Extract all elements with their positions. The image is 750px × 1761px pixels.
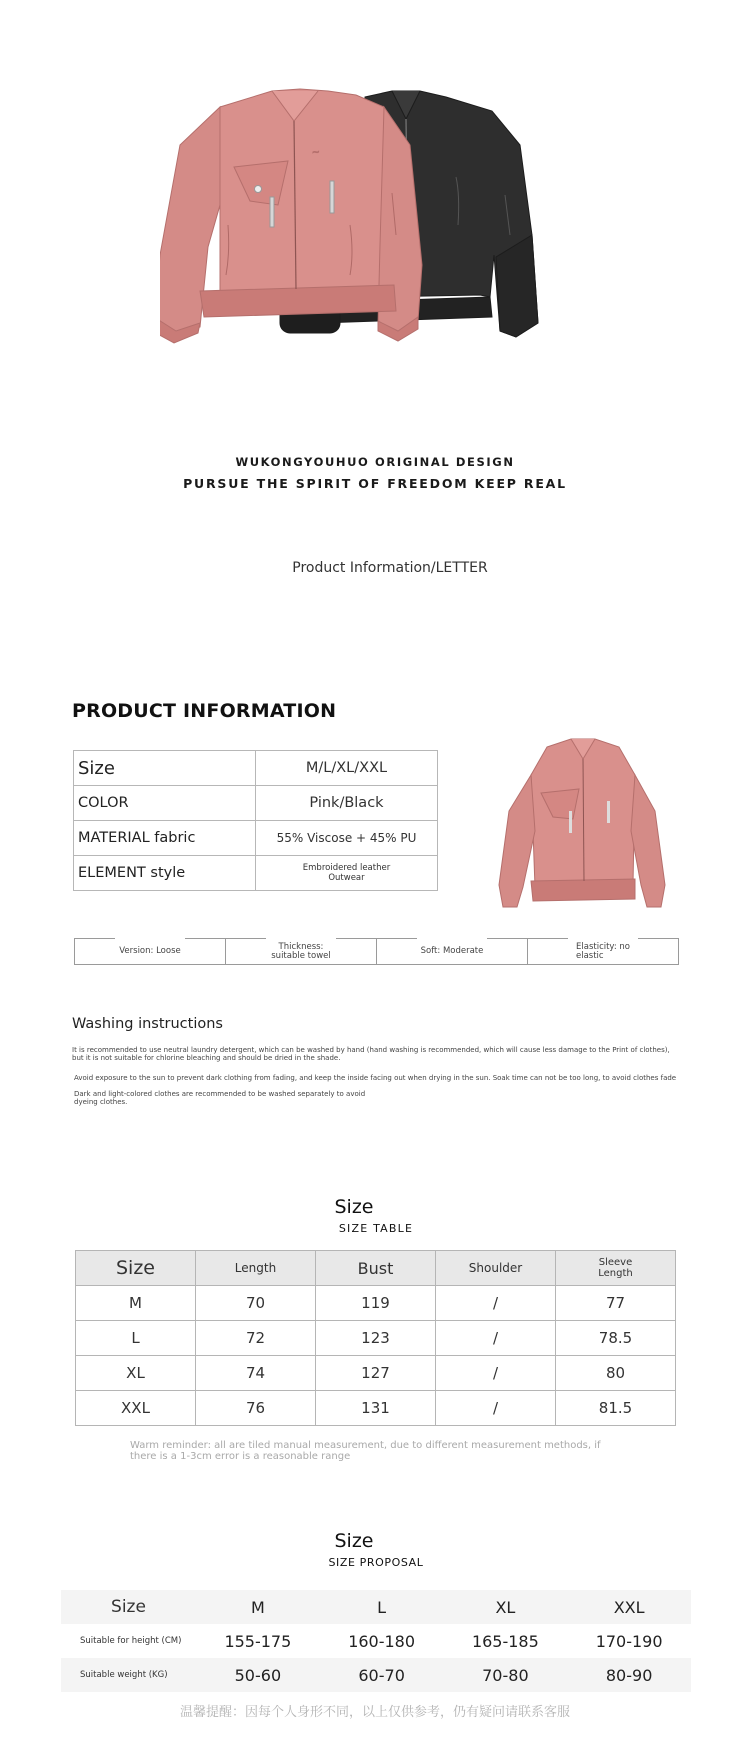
attr-thickness: Thickness: suitable towel bbox=[226, 939, 377, 964]
size-table-subtitle: SIZE TABLE bbox=[338, 1222, 414, 1235]
info-key: Size bbox=[74, 751, 256, 786]
info-row-size bbox=[74, 751, 438, 786]
proposal-cell: 70-80 bbox=[444, 1658, 568, 1692]
washing-paragraph: It is recommended to use neutral laundry detergent, which can be washed by hand (hand washing is recommended, which will cause less damage to the Print of clothes), but it is not suitable for chlorine bleaching and should be dried in the shade. bbox=[72, 1046, 670, 1062]
size-proposal-note: 温馨提醒：因每个人身形不同，以上仅供参考，仍有疑问请联系客服 bbox=[179, 1705, 570, 1720]
product-info-link[interactable]: Product Information/LETTER bbox=[292, 560, 488, 576]
info-key: ELEMENT style bbox=[74, 856, 256, 891]
proposal-cell: 165-185 bbox=[471, 1631, 539, 1651]
proposal-header-cell: XXL bbox=[567, 1590, 691, 1624]
proposal-cell: 170-190 bbox=[595, 1631, 663, 1651]
table-cell: 76 bbox=[196, 1391, 316, 1426]
info-value: M/L/XL/XXL bbox=[256, 751, 438, 786]
attribute-strip bbox=[74, 938, 679, 965]
size-table-header bbox=[76, 1251, 676, 1286]
jackets-illustration bbox=[160, 85, 590, 385]
attr-softness: Soft: Moderate bbox=[377, 939, 528, 964]
table-cell: L bbox=[76, 1321, 196, 1356]
column-header: Bust bbox=[316, 1251, 436, 1286]
size-proposal-subtitle: SIZE PROPOSAL bbox=[328, 1556, 424, 1569]
proposal-header-row bbox=[61, 1590, 691, 1624]
table-cell: XL bbox=[76, 1356, 196, 1391]
proposal-row-label: Suitable for height (CM) bbox=[80, 1636, 182, 1646]
table-cell: M bbox=[76, 1286, 196, 1321]
washing-title: Washing instructions bbox=[72, 1016, 223, 1032]
proposal-row-label: Suitable weight (KG) bbox=[61, 1658, 196, 1692]
slogan-line-2: PURSUE THE SPIRIT OF FREEDOM KEEP REAL bbox=[183, 476, 567, 491]
proposal-header-cell: M bbox=[196, 1590, 320, 1624]
table-cell: 123 bbox=[316, 1321, 436, 1356]
table-cell: 74 bbox=[196, 1356, 316, 1391]
column-header: Length bbox=[196, 1251, 316, 1286]
table-cell: 80 bbox=[556, 1356, 676, 1391]
proposal-header-cell: XL bbox=[444, 1590, 568, 1624]
table-cell: 72 bbox=[196, 1321, 316, 1356]
size-table bbox=[75, 1250, 676, 1426]
table-cell: 77 bbox=[556, 1286, 676, 1321]
product-info-title: PRODUCT INFORMATION bbox=[72, 700, 337, 722]
table-cell: XXL bbox=[76, 1391, 196, 1426]
size-table-title: Size bbox=[334, 1196, 374, 1218]
proposal-header-cell: L bbox=[320, 1590, 444, 1624]
proposal-header-cell: Size bbox=[61, 1590, 196, 1624]
washing-paragraph: Dark and light-colored clothes are recommended to be washed separately to avoid dyeing clothes. bbox=[74, 1090, 366, 1106]
info-row-element bbox=[74, 856, 438, 891]
product-info-table bbox=[73, 750, 438, 891]
proposal-cell: 160-180 bbox=[348, 1631, 416, 1651]
size-proposal-title: Size bbox=[334, 1530, 374, 1552]
slogan-line-1: WUKONGYOUHUO ORIGINAL DESIGN bbox=[235, 455, 515, 469]
table-row bbox=[76, 1356, 676, 1391]
proposal-cell: 60-70 bbox=[320, 1658, 444, 1692]
table-cell: / bbox=[436, 1356, 556, 1391]
column-header: Size bbox=[76, 1251, 196, 1286]
info-value: 55% Viscose + 45% PU bbox=[256, 821, 438, 856]
table-cell: / bbox=[436, 1286, 556, 1321]
info-value: Pink/Black bbox=[256, 786, 438, 821]
table-cell: 119 bbox=[316, 1286, 436, 1321]
info-key: MATERIAL fabric bbox=[74, 821, 256, 856]
table-row bbox=[76, 1391, 676, 1426]
table-row bbox=[76, 1286, 676, 1321]
column-header: Sleeve Length bbox=[556, 1251, 676, 1286]
table-cell: 78.5 bbox=[556, 1321, 676, 1356]
info-row-material bbox=[74, 821, 438, 856]
pink-jacket-thumbnail-illustration bbox=[495, 735, 670, 915]
washing-paragraph: Avoid exposure to the sun to prevent dark clothing from fading, and keep the inside facing out when drying in the sun. Soak time can not be too long, to avoid clothes fade bbox=[74, 1074, 677, 1082]
table-cell: 131 bbox=[316, 1391, 436, 1426]
pink-jacket-thumbnail bbox=[495, 735, 670, 915]
svg-text:~: ~ bbox=[312, 148, 320, 158]
measurement-reminder: Warm reminder: all are tiled manual measurement, due to different measurement methods, if there is a 1-3cm error is a reasonable range bbox=[130, 1440, 601, 1462]
column-header: Shoulder bbox=[436, 1251, 556, 1286]
table-cell: 81.5 bbox=[556, 1391, 676, 1426]
info-value: Embroidered leather Outwear bbox=[256, 856, 438, 891]
table-cell: 127 bbox=[316, 1356, 436, 1391]
table-cell: 70 bbox=[196, 1286, 316, 1321]
proposal-cell: 155-175 bbox=[224, 1631, 292, 1651]
proposal-row-height bbox=[61, 1624, 691, 1658]
size-proposal-table bbox=[61, 1590, 691, 1692]
attr-version: Version: Loose bbox=[75, 939, 226, 964]
product-hero-image bbox=[160, 85, 590, 385]
info-row-color bbox=[74, 786, 438, 821]
proposal-row-weight bbox=[61, 1658, 691, 1692]
info-key: COLOR bbox=[74, 786, 256, 821]
proposal-cell: 50-60 bbox=[196, 1658, 320, 1692]
table-row bbox=[76, 1321, 676, 1356]
table-cell: / bbox=[436, 1321, 556, 1356]
proposal-cell: 80-90 bbox=[567, 1658, 691, 1692]
pink-jacket bbox=[160, 89, 422, 343]
attr-elasticity: Elasticity: no elastic bbox=[528, 939, 678, 964]
table-cell: / bbox=[436, 1391, 556, 1426]
